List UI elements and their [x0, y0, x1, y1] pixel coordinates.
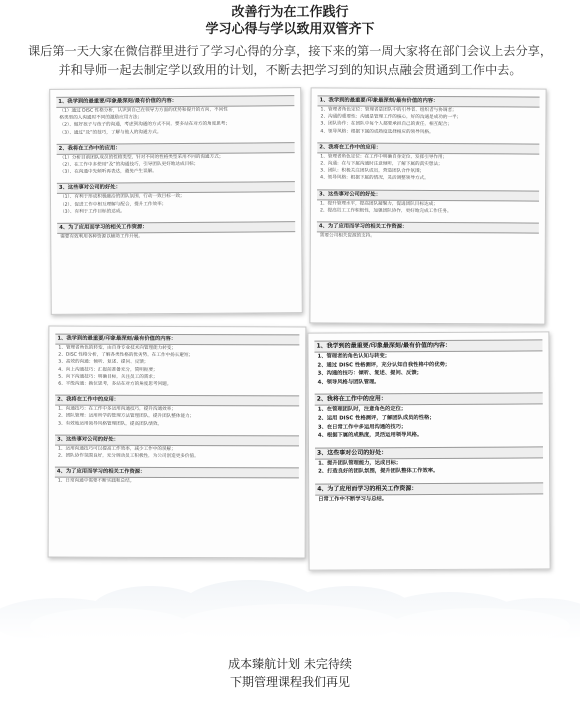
section-line: 日常工作中不断学习与总结。 [318, 496, 388, 503]
section-line: 2、团队管理：运用所学的管理方法管理团队，提升团队整体能力； [58, 414, 195, 420]
section-line: 1、管理者角色定位：在工作中明确自身定位，发挥引导作用； [320, 154, 448, 160]
section-line: 1、沟通技巧：在工作中多运用沟通技巧，提升沟通效率； [58, 406, 176, 413]
section-line: 需要公司相关资源的支持。 [319, 233, 375, 239]
document-photo-1 [49, 87, 303, 315]
section-line: 4、向上沟通技巧：汇报前准备充分，简明扼要； [58, 367, 158, 373]
section-line: 6、平级沟通：换位思考，多站在对方的角度思考问题。 [58, 381, 172, 387]
section-line: 2、沟通的重要性：沟通是管理工作的核心，好的沟通是成功的一半； [320, 114, 462, 121]
section-line: 1、管理者的角色认知与转变； [317, 353, 391, 360]
section-line: （2）、做好孩子与孩子的沟通，考虑到沟通的方式不同，要多站在对方的角度思考； [59, 122, 231, 129]
document-section [57, 221, 295, 245]
document-photo-3 [48, 326, 307, 559]
section-title: 4、为了应用而学习的相关工作资源： [55, 467, 299, 479]
section-line: 1、日常沟通中需要不断实践和总结。 [57, 478, 135, 485]
section-line: 2、DISC 性格分析，了解各类性格的优劣势，在工作中扬长避短； [58, 352, 194, 359]
section-line: （3）、在沟通中先倾听再表达，避免产生误解。 [59, 169, 157, 176]
document-section [317, 95, 539, 140]
document-section [317, 142, 539, 187]
section-line: 2、打造良好的团队氛围，提升团队整体工作效率。 [318, 468, 439, 475]
document-section [315, 446, 543, 480]
section-line: （1）、有利于形成积极融洽的团队氛围，行动一致目标一致； [59, 194, 185, 201]
section-line: 3、有效地运用领导风格管理团队，提高团队绩效。 [58, 421, 163, 427]
document-section [55, 395, 299, 432]
header [0, 0, 580, 80]
section-title: 1、我学到的最重要/印象最深刻/最有价值的内容： [318, 95, 540, 107]
section-line: 4、根据下属的成熟度，灵活运用领导风格。 [317, 432, 423, 439]
section-title: 3、这些事对公司的好处： [55, 434, 299, 446]
section-title: 1、我学到的最重要/印象最深刻/最有价值的内容： [56, 95, 294, 108]
section-line: 1、在管理团队时，注意角色的定位； [317, 406, 407, 413]
document-section [317, 189, 539, 220]
section-title: 3、这些事对公司的好处： [317, 189, 539, 201]
footer-line-1: 成本臻航计划 未完待续 [228, 657, 352, 671]
document-section [55, 434, 299, 464]
document-section [314, 339, 542, 391]
section-title: 2、我将在工作中的应用： [57, 142, 295, 155]
section-line: （3）、有利于工作目标的达成。 [60, 209, 126, 215]
document-section [56, 95, 294, 140]
document-section [55, 334, 299, 393]
section-title: 3、这些事对公司的好处： [315, 446, 543, 459]
document-section [57, 182, 295, 220]
section-title: 2、我将在工作中的应用： [317, 142, 539, 154]
section-line: 4、领导风格：根据下属的情况，灵活调整领导方式。 [320, 175, 429, 182]
section-line: 4、领导风格：根据下属的成熟度选择相应的领导风格。 [320, 129, 434, 135]
document-section [55, 467, 299, 490]
section-line: 3、在日常工作中多运用沟通的技巧； [317, 423, 407, 431]
section-title: 2、我将在工作中的应用： [315, 393, 543, 406]
page-subtitle: 学习心得与学以致用双管齐下 [205, 22, 375, 37]
section-line: 3、高效的沟通：倾听、复述、提问、反馈； [58, 359, 149, 366]
section-line: （2）、在工作中多使用“及”的沟通技巧，引导团队更好地达成目标； [59, 161, 199, 168]
section-title: 4、为了应用而学习的相关工作资源： [315, 482, 543, 495]
section-line: 4、领导风格与团队管理。 [317, 379, 380, 386]
intro-paragraph: 课后第一天大家在微信群里进行了学习心得的分享，接下来的第一周大家将在部门会议上去分享，并和导师一起去制定学以致用的计划，不断去把学习到的知识点融会贯通到工作中去。 [27, 44, 553, 77]
document-section [315, 393, 543, 445]
section-line: （1）通过 DISC 性格分析，认识到自己在领导力方面的优势和提升的方向，不同性 [59, 107, 228, 114]
section-line: 2、提高员工工作积极性，加强团队协作，更好地完成工作任务。 [319, 208, 452, 214]
section-line: 3、沟通的技巧：倾听、复述、提问、反馈； [317, 370, 422, 377]
section-title: 1、我学到的最重要/印象最深刻/最有价值的内容： [314, 339, 542, 352]
section-line: 5、向下沟通技巧：明确目标，关注员工的需求； [58, 374, 158, 380]
cloud-decoration [0, 560, 580, 640]
section-title: 1、我学到的最重要/印象最深刻/最有价值的内容： [55, 334, 299, 346]
section-line: 3、团队协作：在团队中每个人都要承担自己的责任，相互配合； [320, 121, 452, 128]
section-title: 2、我将在工作中的应用： [55, 395, 299, 407]
section-line: 格类型的人沟通时不同的激励应用方法； [59, 115, 143, 122]
section-line: 1、提升团队管理能力，达成目标； [318, 459, 402, 467]
section-title: 4、为了应用而学习的相关工作资源： [317, 221, 539, 233]
document-section [315, 482, 543, 508]
section-line: 2、通过 DISC 性格测评，充分认知自我性格中的优势； [317, 361, 451, 369]
document-photo-4 [307, 331, 550, 570]
document-photo-2 [309, 87, 546, 324]
section-line: 需要有效利用各种资源以辅助工作开展。 [60, 234, 143, 240]
section-line: 2、团队协作氛围良好，充分调动员工积极性，为公司创造更多价值。 [57, 453, 199, 460]
document-photo-collage [40, 78, 560, 643]
section-line: 2、运用 DISC 性格测评，了解团队成员的性格； [317, 414, 435, 422]
footer-line-2: 下期管理课程我们再见 [229, 675, 350, 689]
document-section [317, 221, 539, 244]
section-title: 3、这些事对公司的好处： [57, 182, 295, 195]
section-line: 1、提升管理水平，提高团队凝聚力，促进团队目标达成； [319, 201, 438, 207]
page-title: 改善行为在工作践行 [231, 5, 349, 20]
section-line: 1、运用沟通技巧可以提高工作效率，减少工作中的误解； [57, 446, 176, 452]
section-line: 3、团队：积极关注团队成员，营造团队合作氛围； [320, 168, 425, 175]
section-line: （1）分析目前团队成员的性格类型，针对不同的性格类型采用不同的沟通方式； [59, 154, 224, 161]
footer [0, 655, 580, 691]
section-line: （3）、通过“及”的技巧，了解与他人的沟通方式。 [59, 129, 162, 136]
section-line: 1、管理者角色定位：管理者是团队中的引导者、组织者与协调者； [320, 107, 457, 114]
section-title: 4、为了应用而学习的相关工作资源： [57, 221, 295, 234]
section-line: 1、管理者角色的转变，由自身专业技术向管理能力转变； [58, 345, 177, 351]
document-section [57, 142, 295, 180]
section-line: 2、沟通：在与下属沟通时注意倾听，了解下属的真实想法； [320, 161, 443, 168]
section-line: （2）、促进工作中相互理解与配合，提升工作效率； [60, 201, 167, 208]
